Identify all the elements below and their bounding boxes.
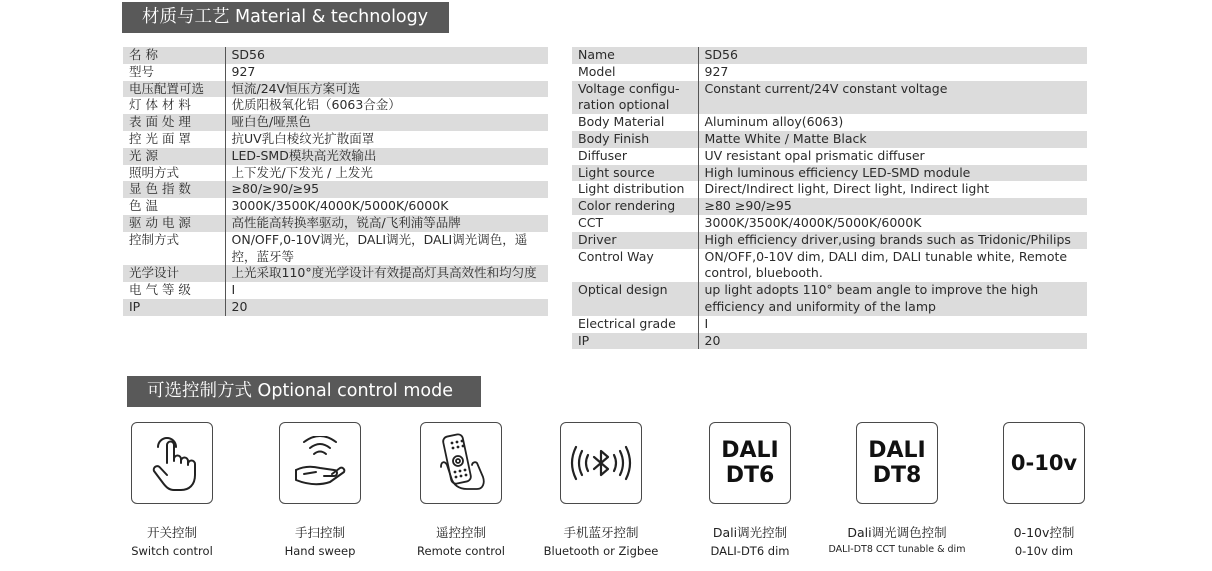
dali-dt6-line1: DALI (721, 438, 779, 463)
control-label-cn: 0-10v控制 (1013, 525, 1075, 540)
table-row (572, 181, 1087, 198)
table-row (572, 249, 1087, 283)
zero-to-ten-volt-text: 0-10v (1010, 451, 1078, 475)
spec-value: SD56 (698, 47, 1087, 64)
table-row (572, 47, 1087, 64)
control-label-en: Bluetooth or Zigbee (543, 544, 659, 558)
table-row (123, 131, 548, 148)
table-row (572, 316, 1087, 333)
control-mode-bluetooth (531, 422, 671, 558)
spec-value: 高性能高转换率驱动，锐高/飞利浦等品牌 (225, 215, 548, 232)
table-row (572, 282, 1087, 316)
control-mode-remote (391, 422, 531, 558)
spec-key: Electrical grade (572, 316, 698, 333)
spec-value: 上光采取110°度光学设计有效提高灯具高效性和均匀度 (225, 265, 548, 282)
bluetooth-icon (560, 422, 642, 504)
table-row (572, 215, 1087, 232)
dali-dt6-icon (709, 422, 791, 504)
spec-value: 20 (225, 299, 548, 316)
control-mode-dali-dt6 (680, 422, 820, 558)
section-title-material: 材质与工艺 Material & technology (122, 2, 449, 33)
spec-key: 照明方式 (123, 165, 225, 182)
spec-value: SD56 (225, 47, 548, 64)
control-label-cn: Dali调光调色控制 (847, 525, 947, 540)
spec-key: Voltage configu-ration optional (572, 81, 698, 115)
spec-key: 控 光 面 罩 (123, 131, 225, 148)
spec-key: Light source (572, 165, 698, 182)
control-label-en: DALI-DT8 CCT tunable & dim (828, 544, 966, 555)
table-row (123, 232, 548, 266)
spec-key: Diffuser (572, 148, 698, 165)
spec-value: ON/OFF,0-10V dim, DALI dim, DALI tunable white, Remote control, bluebooth. (698, 249, 1087, 283)
spec-key: 驱 动 电 源 (123, 215, 225, 232)
control-mode-dali-dt8 (827, 422, 967, 555)
spec-value: ≥80/≥90/≥95 (225, 181, 548, 198)
spec-value: High efficiency driver,using brands such as Tridonic/Philips (698, 232, 1087, 249)
table-row (123, 265, 548, 282)
table-row (123, 165, 548, 182)
spec-key: Body Material (572, 114, 698, 131)
table-row (572, 114, 1087, 131)
spec-value: Constant current/24V constant voltage (698, 81, 1087, 115)
table-row (572, 333, 1087, 350)
hand-sweep-icon (279, 422, 361, 504)
table-row (572, 64, 1087, 81)
table-row (572, 165, 1087, 182)
spec-key: IP (123, 299, 225, 316)
table-row (123, 181, 548, 198)
spec-value: LED-SMD模块高光效输出 (225, 148, 548, 165)
section-title-control-mode: 可选控制方式 Optional control mode (127, 376, 481, 407)
spec-value: ≥80 ≥90/≥95 (698, 198, 1087, 215)
spec-value: Direct/Indirect light, Direct light, Indirect light (698, 181, 1087, 198)
spec-key: 型号 (123, 64, 225, 81)
control-mode-switch (102, 422, 242, 558)
control-label-cn: 开关控制 (146, 525, 197, 540)
spec-value: 优质阳极氧化铝（6063合金） (225, 97, 548, 114)
spec-key: 电压配置可选 (123, 81, 225, 98)
table-row (123, 64, 548, 81)
spec-value: UV resistant opal prismatic diffuser (698, 148, 1087, 165)
dali-dt8-line2: DT8 (872, 463, 922, 488)
control-label-en: Remote control (417, 544, 505, 558)
spec-value: I (225, 282, 548, 299)
spec-key: 灯 体 材 料 (123, 97, 225, 114)
table-row (572, 232, 1087, 249)
table-row (123, 81, 548, 98)
table-row (123, 97, 548, 114)
spec-key: 色 温 (123, 198, 225, 215)
spec-key: Light distribution (572, 181, 698, 198)
spec-table-english (572, 47, 1087, 349)
table-row (123, 47, 548, 64)
spec-value: 上下发光/下发光 / 上发光 (225, 165, 548, 182)
spec-value: I (698, 316, 1087, 333)
table-row (123, 148, 548, 165)
spec-value: 3000K/3500K/4000K/5000K/6000K (698, 215, 1087, 232)
dali-dt8-icon (856, 422, 938, 504)
hand-tap-icon (131, 422, 213, 504)
control-label-cn: 遥控控制 (435, 525, 486, 540)
control-mode-0-10v (974, 422, 1114, 558)
table-row (572, 148, 1087, 165)
spec-key: 光学设计 (123, 265, 225, 282)
spec-value: Aluminum alloy(6063) (698, 114, 1087, 131)
table-row (572, 198, 1087, 215)
spec-key: 名 称 (123, 47, 225, 64)
spec-table-chinese (123, 47, 548, 316)
table-row (572, 81, 1087, 115)
spec-key: 显 色 指 数 (123, 181, 225, 198)
remote-control-icon (420, 422, 502, 504)
control-mode-hand-sweep (250, 422, 390, 558)
spec-key: 控制方式 (123, 232, 225, 266)
control-label-cn: 手机蓝牙控制 (563, 525, 639, 540)
control-label-en: 0-10v dim (1014, 544, 1074, 558)
table-row (123, 215, 548, 232)
spec-key: 光 源 (123, 148, 225, 165)
spec-key: CCT (572, 215, 698, 232)
spec-value: 恒流/24V恒压方案可选 (225, 81, 548, 98)
table-row (123, 282, 548, 299)
control-label-en: DALI-DT6 dim (710, 544, 790, 558)
dali-dt8-line1: DALI (868, 438, 926, 463)
control-label-en: Hand sweep (284, 544, 356, 558)
spec-value: 927 (225, 64, 548, 81)
spec-value: 3000K/3500K/4000K/5000K/6000K (225, 198, 548, 215)
control-label-en: Switch control (131, 544, 213, 558)
spec-key: Model (572, 64, 698, 81)
spec-key: Control Way (572, 249, 698, 283)
spec-key: 电 气 等 级 (123, 282, 225, 299)
control-label-cn: Dali调光控制 (712, 525, 788, 540)
spec-value: High luminous efficiency LED-SMD module (698, 165, 1087, 182)
table-row (123, 198, 548, 215)
spec-value: 哑白色/哑黑色 (225, 114, 548, 131)
spec-key: Driver (572, 232, 698, 249)
table-row (123, 114, 548, 131)
table-row (572, 131, 1087, 148)
spec-key: IP (572, 333, 698, 350)
spec-value: 抗UV乳白棱纹光扩散面罩 (225, 131, 548, 148)
spec-value: ON/OFF,0-10V调光，DALI调光，DALI调光调色，遥控，蓝牙等 (225, 232, 548, 266)
spec-key: Body Finish (572, 131, 698, 148)
table-row (123, 299, 548, 316)
spec-key: Optical design (572, 282, 698, 316)
spec-value: 20 (698, 333, 1087, 350)
spec-value: 927 (698, 64, 1087, 81)
control-label-cn: 手扫控制 (294, 525, 345, 540)
zero-to-ten-volt-icon (1003, 422, 1085, 504)
spec-key: Name (572, 47, 698, 64)
spec-value: up light adopts 110° beam angle to improve the high efficiency and uniformity of the lamp (698, 282, 1087, 316)
spec-key: Color rendering (572, 198, 698, 215)
spec-key: 表 面 处 理 (123, 114, 225, 131)
dali-dt6-line2: DT6 (725, 463, 775, 488)
spec-value: Matte White / Matte Black (698, 131, 1087, 148)
